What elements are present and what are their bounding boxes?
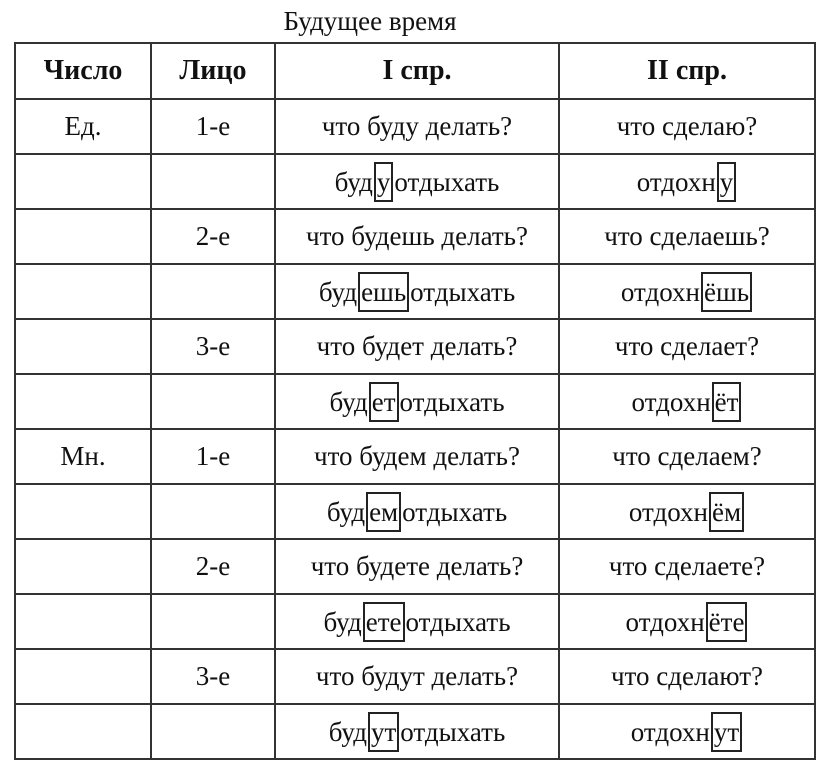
cell-number xyxy=(15,154,151,209)
cell-number: Мн. xyxy=(15,429,151,484)
cell-person xyxy=(151,484,275,539)
cell-person xyxy=(151,374,275,429)
verb-ending-box: ёте xyxy=(706,602,748,642)
infinitive: отдыхать xyxy=(394,166,500,197)
table-row xyxy=(15,484,815,539)
cell-person: 3-е xyxy=(151,649,275,704)
cell-question-conj2: что сделаешь? xyxy=(559,209,815,264)
cell-example-conj1 xyxy=(275,154,559,209)
cell-question-conj1: что будет делать? xyxy=(275,319,559,374)
cell-question-conj2: что сделаем? xyxy=(559,429,815,484)
verb-ending-box: ете xyxy=(363,602,405,642)
cell-number: Ед. xyxy=(15,99,151,154)
cell-person: 3-е xyxy=(151,319,275,374)
cell-example-conj1 xyxy=(275,484,559,539)
cell-question-conj2: что сделает? xyxy=(559,319,815,374)
cell-example-conj1 xyxy=(275,704,559,759)
cell-example-conj1 xyxy=(275,264,559,319)
verb-stem: буд xyxy=(334,166,373,197)
table-row xyxy=(15,539,815,594)
cell-question-conj1: что будешь делать? xyxy=(275,209,559,264)
cell-question-conj1: что будем делать? xyxy=(275,429,559,484)
verb-stem: отдохн xyxy=(628,496,709,527)
table-row xyxy=(15,649,815,704)
table-row xyxy=(15,704,815,759)
infinitive: отдыхать xyxy=(405,606,511,637)
cell-example-conj2 xyxy=(559,264,815,319)
verb-ending-box: у xyxy=(374,162,394,202)
cell-question-conj2: что сделаю? xyxy=(559,99,815,154)
verb-ending-box: у xyxy=(717,162,737,202)
infinitive: отдыхать xyxy=(402,496,508,527)
header-person: Лицо xyxy=(151,43,275,99)
cell-number xyxy=(15,704,151,759)
table-header-row xyxy=(15,43,815,99)
verb-ending-box: ёт xyxy=(712,382,742,422)
verb-ending-box: ет xyxy=(369,382,399,422)
cell-number xyxy=(15,209,151,264)
cell-number xyxy=(15,594,151,649)
cell-number xyxy=(15,264,151,319)
conjugation-table xyxy=(14,42,816,760)
header-conj2: II спр. xyxy=(559,43,815,99)
cell-number xyxy=(15,374,151,429)
header-conj1: I спр. xyxy=(275,43,559,99)
infinitive: отдыхать xyxy=(400,716,506,747)
cell-person: 2-е xyxy=(151,209,275,264)
verb-ending-box: ут xyxy=(368,712,399,752)
verb-ending-box: ешь xyxy=(358,272,409,312)
verb-stem: буд xyxy=(328,716,367,747)
cell-number xyxy=(15,649,151,704)
table-row xyxy=(15,99,815,154)
cell-number xyxy=(15,319,151,374)
verb-ending-box: ут xyxy=(711,712,742,752)
table-body xyxy=(15,99,815,759)
cell-person xyxy=(151,264,275,319)
cell-person xyxy=(151,704,275,759)
cell-question-conj1: что будете делать? xyxy=(275,539,559,594)
cell-person: 1-е xyxy=(151,99,275,154)
table-row xyxy=(15,594,815,649)
cell-example-conj1 xyxy=(275,374,559,429)
cell-question-conj2: что сделают? xyxy=(559,649,815,704)
table-row xyxy=(15,319,815,374)
cell-example-conj2 xyxy=(559,154,815,209)
verb-stem: буд xyxy=(323,606,362,637)
cell-question-conj1: что буду делать? xyxy=(275,99,559,154)
page-title: Будущее время xyxy=(283,6,457,36)
cell-example-conj2 xyxy=(559,704,815,759)
infinitive: отдыхать xyxy=(410,276,516,307)
cell-person: 1-е xyxy=(151,429,275,484)
cell-example-conj2 xyxy=(559,484,815,539)
table-row xyxy=(15,154,815,209)
cell-example-conj2 xyxy=(559,594,815,649)
cell-question-conj2: что сделаете? xyxy=(559,539,815,594)
verb-ending-box: ем xyxy=(366,492,401,532)
verb-stem: отдохн xyxy=(630,716,710,747)
table-row xyxy=(15,374,815,429)
header-number: Число xyxy=(15,43,151,99)
cell-person xyxy=(151,154,275,209)
verb-stem: отдохн xyxy=(620,276,700,307)
verb-ending-box: ём xyxy=(709,492,744,532)
cell-example-conj2 xyxy=(559,374,815,429)
verb-stem: буд xyxy=(326,496,366,527)
cell-number xyxy=(15,484,151,539)
verb-stem: отдохн xyxy=(636,166,716,197)
verb-stem: буд xyxy=(318,276,358,307)
verb-stem: отдохн xyxy=(631,386,711,417)
cell-number xyxy=(15,539,151,594)
verb-stem: отдохн xyxy=(625,606,705,637)
cell-example-conj1 xyxy=(275,594,559,649)
table-row xyxy=(15,209,815,264)
table-row xyxy=(15,264,815,319)
cell-person: 2-е xyxy=(151,539,275,594)
verb-ending-box: ёшь xyxy=(701,272,752,312)
verb-stem: буд xyxy=(329,386,368,417)
cell-person xyxy=(151,594,275,649)
table-row xyxy=(15,429,815,484)
infinitive: отдыхать xyxy=(399,386,505,417)
cell-question-conj1: что будут делать? xyxy=(275,649,559,704)
